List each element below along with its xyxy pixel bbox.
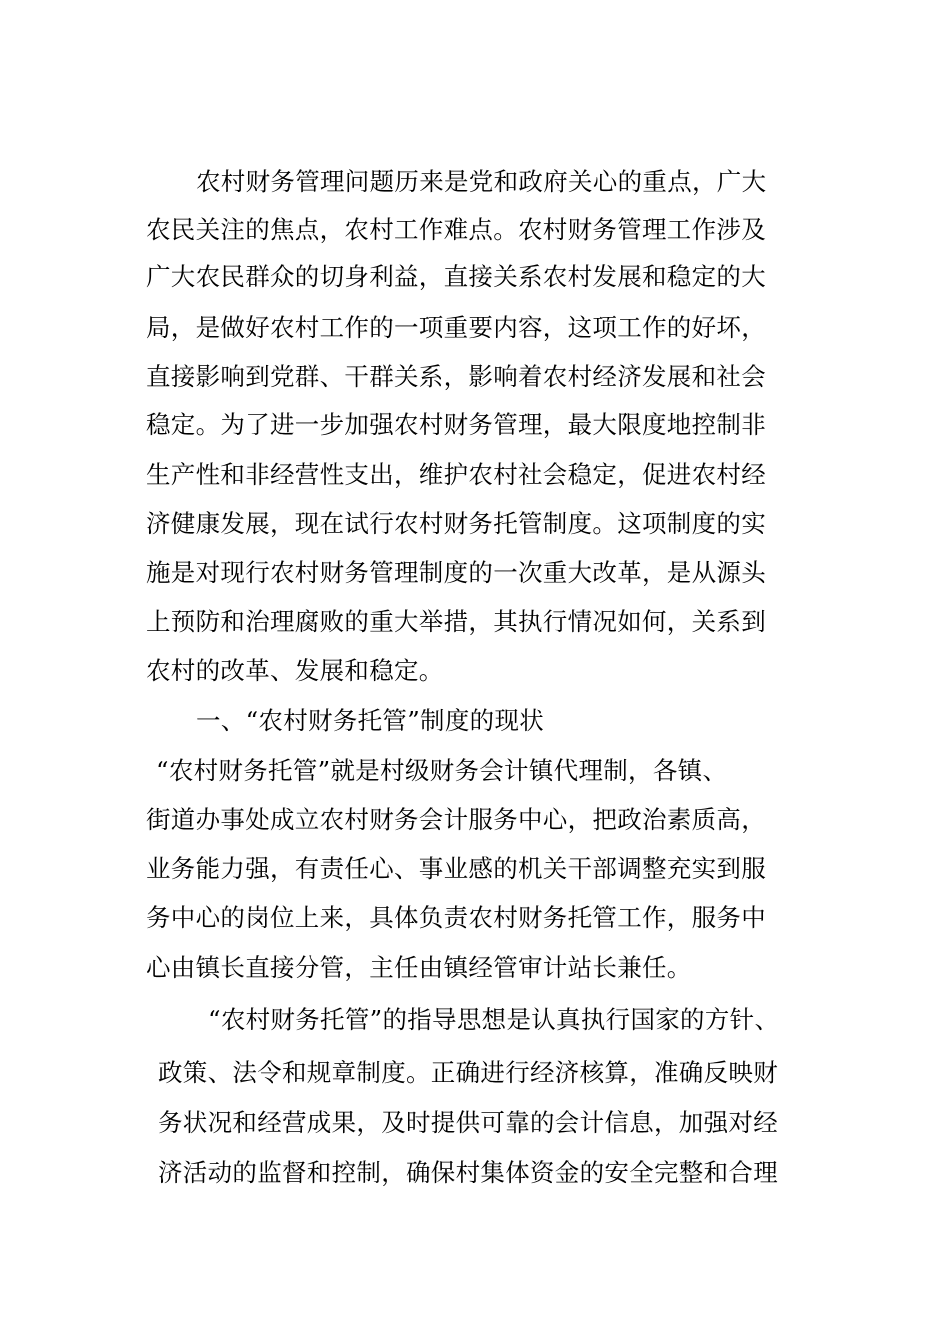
text-line: “农村财务托管”的指导思想是认真执行国家的方针、 xyxy=(208,1005,780,1034)
text-line: “农村财务托管”就是村级财务会计镇代理制，各镇、 xyxy=(156,756,728,785)
text-line: 生产性和非经营性支出，维护农村社会稳定，促进农村经 xyxy=(146,460,766,489)
text-line: 济活动的监督和控制，确保村集体资金的安全完整和合理 xyxy=(158,1158,778,1187)
text-line: 上预防和治理腐败的重大举措，其执行情况如何，关系到 xyxy=(146,607,766,636)
text-line: 施是对现行农村财务管理制度的一次重大改革，是从源头 xyxy=(146,558,766,587)
text-line: 济健康发展，现在试行农村财务托管制度。这项制度的实 xyxy=(146,509,766,538)
text-line: 心由镇长直接分管，主任由镇经管审计站长兼任。 xyxy=(146,953,692,982)
text-line: 务状况和经营成果，及时提供可靠的会计信息，加强对经 xyxy=(158,1108,778,1137)
text-line: 稳定。为了进一步加强农村财务管理，最大限度地控制非 xyxy=(146,410,766,439)
text-line: 业务能力强，有责任心、事业感的机关干部调整充实到服 xyxy=(146,854,766,883)
text-line: 农民关注的焦点，农村工作难点。农村财务管理工作涉及 xyxy=(146,215,766,244)
text-line: 农村财务管理问题历来是党和政府关心的重点，广大 xyxy=(196,167,767,196)
text-line: 街道办事处成立农村财务会计服务中心，把政治素质高， xyxy=(146,805,766,834)
text-line: 直接影响到党群、干群关系，影响着农村经济发展和社会 xyxy=(146,362,766,391)
text-line: 农村的改革、发展和稳定。 xyxy=(146,656,444,685)
section-heading: 一、“农村财务托管”制度的现状 xyxy=(196,706,545,735)
text-line: 政策、法令和规章制度。正确进行经济核算，准确反映财 xyxy=(158,1058,778,1087)
text-line: 广大农民群众的切身利益，直接关系农村发展和稳定的大 xyxy=(146,262,766,291)
text-line: 务中心的岗位上来，具体负责农村财务托管工作，服务中 xyxy=(146,903,766,932)
text-line: 局，是做好农村工作的一项重要内容，这项工作的好坏， xyxy=(146,313,766,342)
